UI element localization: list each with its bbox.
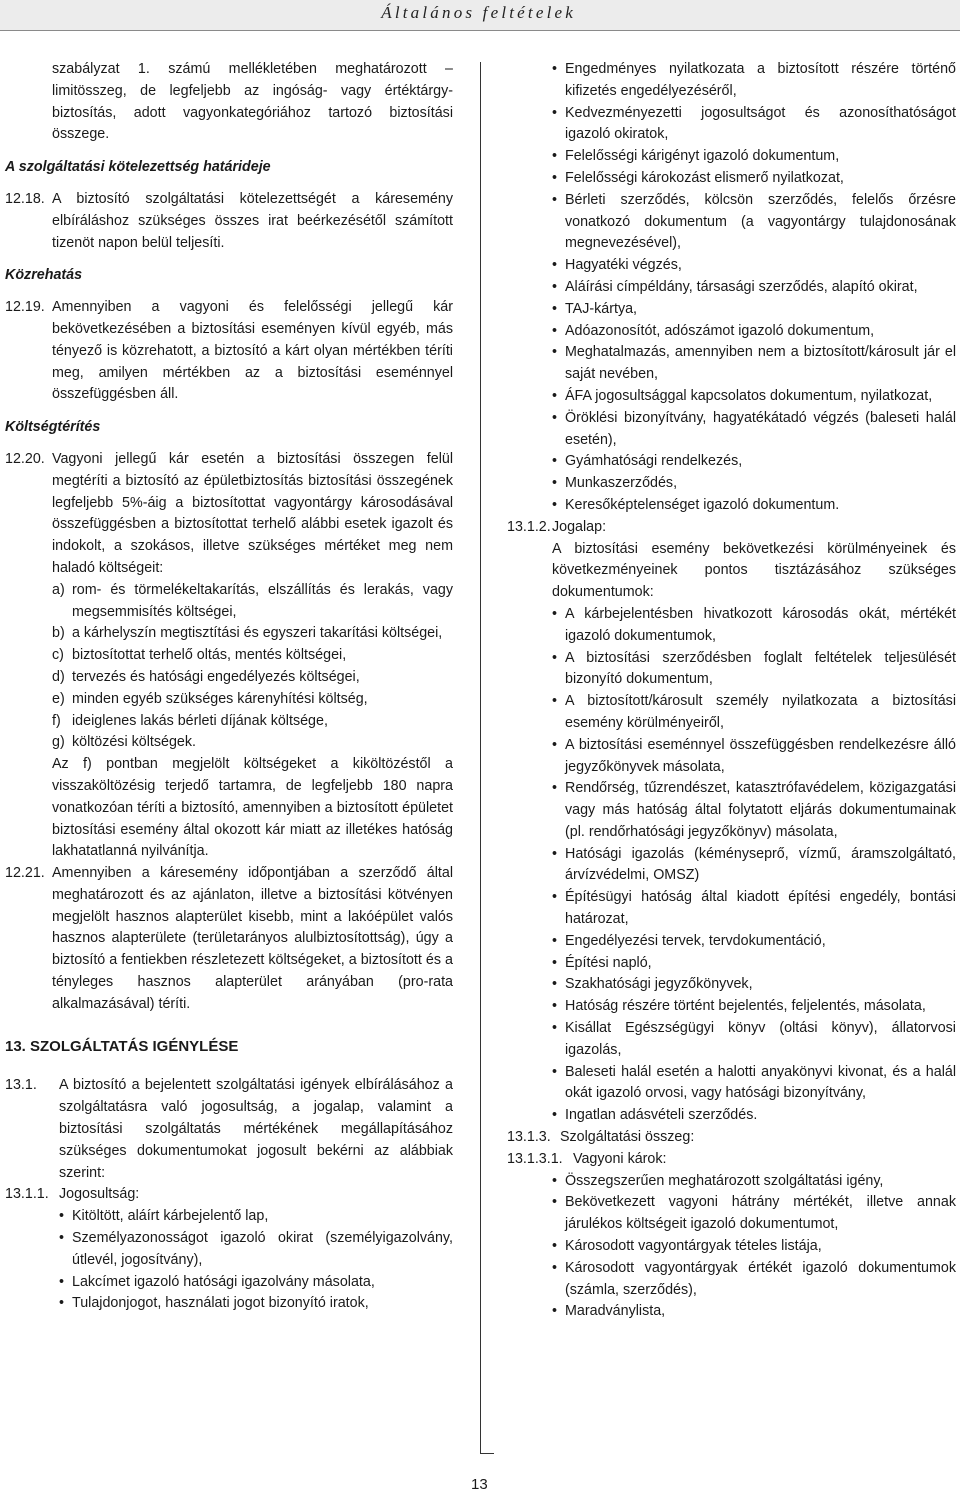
list-item: • Károsodott vagyontárgyak értékét igazoló dokumentumok (számla, szerződés),	[552, 1258, 956, 1302]
list-item: • Rendőrség, tűzrendészet, katasztrófavédelem, közigazgatási vagy más hatóság által folytatott eljárás dokumentumainak (pl. rendőrhatósági jegyzőkönyv) másolata,	[552, 778, 956, 843]
list-item: • ÁFA jogosultsággal kapcsolatos dokumentum, nyilatkozat,	[552, 386, 956, 408]
section-12-20	[5, 449, 453, 863]
list-item: • Felelősségi károkozást elismerő nyilatkozat,	[552, 168, 956, 190]
bullet-icon: •	[552, 322, 558, 339]
list-item: • Szakhatósági jegyzőkönyvek,	[552, 974, 956, 996]
bullet-icon: •	[552, 1063, 558, 1080]
cost-item: a) rom- és törmelékeltakarítás, elszállítás és lerakás, vagy megsemmisítés költségei,	[52, 581, 453, 620]
list-item: • Kisállat Egészségügyi könyv (oltási könyv), állatorvosi igazolás,	[552, 1018, 956, 1062]
list-item: • Hatósági igazolás (kéményseprő, vízmű, áramszolgáltató, árvízvédelmi, OMSZ)	[552, 844, 956, 888]
list-item: • Hagyatéki végzés,	[552, 255, 956, 277]
list-item: • Hatóság részére történt bejelentés, feljelentés, másolata,	[552, 996, 956, 1018]
list-item: • TAJ-kártya,	[552, 299, 956, 321]
list-item: • Ingatlan adásvételi szerződés.	[552, 1105, 956, 1127]
list-item: • A biztosított/károsult személy nyilatkozata a biztosítási esemény körülményeiről,	[552, 691, 956, 735]
section-label: Szolgáltatási összeg:	[560, 1129, 695, 1146]
list-item: • Bekövetkezett vagyoni hátrány mértékét, illetve annak járulékos költségeit igazoló dokumentumot,	[552, 1192, 956, 1236]
cost-item-list	[52, 580, 453, 754]
list-item: • Gyámhatósági rendelkezés,	[552, 451, 956, 473]
section-number: 12.18.	[5, 190, 45, 207]
bullet-icon: •	[552, 148, 558, 165]
section-13-1-3	[507, 1127, 956, 1149]
bullet-icon: •	[552, 61, 558, 77]
bullet-icon: •	[552, 889, 558, 906]
bullet-icon: •	[59, 1230, 65, 1247]
bullet-icon: •	[59, 1208, 65, 1225]
intro-paragraph: szabályzat 1. számú mellékletében meghatározott – limitösszeg, de legfeljebb az ingóság- vagy értéktárgy-biztosítás, adott vagyonkategóriához tartozó biztosítási összege.	[52, 61, 453, 143]
list-item: • Kedvezményezetti jogosultságot és azonosíthatóságot igazoló okiratok,	[552, 103, 956, 147]
bullet-icon: •	[552, 496, 558, 513]
list-item: • Összegszerűen meghatározott szolgáltatási igény,	[552, 1171, 956, 1193]
section-number: 12.20.	[5, 450, 45, 467]
heading-koltsegterites: Költségtérítés	[5, 419, 101, 436]
section-12-19	[5, 297, 453, 406]
bullet-icon: •	[552, 453, 558, 470]
bullet-icon: •	[552, 475, 558, 492]
section-label: Jogalap:	[552, 518, 607, 535]
bullet-icon: •	[552, 932, 558, 949]
list-item: • Öröklési bizonyítvány, hagyatékátadó végzés (baleseti halál esetén),	[552, 408, 956, 452]
bullet-icon: •	[552, 780, 558, 797]
bullet-icon: •	[552, 736, 558, 753]
list-item: • Engedményes nyilatkozata a biztosított részére történő kifizetés engedélyezéséről,	[552, 59, 956, 103]
list-item: • Engedélyezési tervek, tervdokumentáció,	[552, 931, 956, 953]
bullet-icon: •	[552, 1020, 558, 1037]
list-item: • Tulajdonjogot, használati jogot bizonyító iratok,	[59, 1293, 453, 1315]
bullet-icon: •	[552, 169, 558, 186]
bullet-icon: •	[552, 1107, 558, 1124]
section-number: 13.1.2.	[507, 518, 551, 535]
bullet-list-jogalap	[507, 604, 956, 1127]
column-divider-foot	[480, 1453, 494, 1454]
bullet-icon: •	[552, 1194, 558, 1211]
bullet-icon: •	[552, 1259, 558, 1276]
section-number: 12.21.	[5, 865, 45, 882]
list-item: • Lakcímet igazoló hatósági igazolvány másolata,	[59, 1272, 453, 1294]
bullet-icon: •	[552, 693, 558, 710]
section-13-1-3-1	[507, 1149, 956, 1171]
section-13-1-1	[5, 1184, 453, 1206]
cost-item: e) minden egyéb szükséges kárenyhítési költség,	[52, 690, 368, 707]
section-number: 12.19.	[5, 299, 45, 316]
list-item: • Baleseti halál esetén a halotti anyakönyvi kivonat, és a halál okát igazoló orvosi, vagy hatósági bizonyítvány,	[552, 1062, 956, 1106]
bullet-icon: •	[59, 1295, 65, 1312]
cost-item: f) ideiglenes lakás bérleti díjának költsége,	[52, 712, 328, 729]
heading-deadline: A szolgáltatási kötelezettség határideje	[5, 159, 271, 176]
header-rule	[0, 30, 960, 31]
bullet-icon: •	[552, 605, 558, 622]
bullet-icon: •	[552, 845, 558, 862]
section-text: Amennyiben a vagyoni és felelősségi jellegű kár bekövetkezésében a biztosítási eseményen kívül egyéb, más tényező is közrehatott, a biztosító a kárt olyan mértékben téríti meg, amilyen mértékben az a biztosítási eseménnyel összefüggésben áll.	[52, 299, 453, 403]
section-13-1-2	[507, 517, 956, 539]
list-item: • Adóazonosítót, adószámot igazoló dokumentum,	[552, 321, 956, 343]
bullet-icon: •	[552, 1303, 558, 1320]
running-header	[0, 0, 960, 30]
list-item: • Munkaszerződés,	[552, 473, 956, 495]
section-number: 13.1.1.	[5, 1186, 49, 1203]
list-item: • Meghatalmazás, amennyiben nem a biztosított/károsult jár el saját nevében,	[552, 342, 956, 386]
bullet-icon: •	[552, 649, 558, 666]
bullet-icon: •	[552, 976, 558, 993]
bullet-list-jogosultsag	[5, 1206, 453, 1315]
cost-item: c) biztosítottat terhelő oltás, mentés költségei,	[52, 647, 347, 664]
section-number: 13.1.3.1.	[507, 1150, 563, 1167]
section-number: 13.1.	[5, 1077, 37, 1094]
bullet-icon: •	[552, 1238, 558, 1255]
section-text: A biztosító a bejelentett szolgáltatási igények elbírálásához a szolgáltatásra való jogosultság, a jogalap, valamint a biztosítási szolgáltatás mértékének megállapításához szükséges dokumentumokat jogosult bekérni az alábbiak szerint:	[59, 1077, 453, 1181]
list-item: • A kárbejelentésben hivatkozott károsodás okát, mértékét igazoló dokumentumok,	[552, 604, 956, 648]
right-column	[507, 59, 956, 1323]
list-item: • Aláírási címpéldány, társasági szerződés, alapító okirat,	[552, 277, 956, 299]
section-text: A biztosítási esemény bekövetkezési körülményeinek és következményeinek pontos tisztázásához szükséges dokumentumok:	[552, 540, 956, 601]
list-item: • A biztosítási eseménnyel összefüggésben rendelkezésre álló jegyzőkönyvek másolata,	[552, 735, 956, 779]
section-text-after: Az f) pontban megjelölt költségeket a kiköltözéstől a visszaköltözésig terjedő tartamra, de legfeljebb 180 napra vonatkozóan téríti a biztosító, amennyiben a biztosított épületet biztosítási esemény által okozott kár miatt az illetékes hatóság lakhatatlanná nyilvánítja.	[52, 756, 453, 860]
bullet-icon: •	[552, 998, 558, 1015]
bullet-list-vagyoni-karok	[507, 1171, 956, 1324]
bullet-icon: •	[552, 257, 558, 274]
bullet-icon: •	[552, 409, 558, 426]
section-label: Vagyoni károk:	[573, 1150, 667, 1167]
list-item: • Építésügyi hatóság által kiadott építési engedély, bontási határozat,	[552, 887, 956, 931]
cost-item: g) költözési költségek.	[52, 734, 196, 751]
section-text: A biztosító szolgáltatási kötelezettségét a káresemény elbíráláshoz szükséges összes irat beérkezésétől számított tizenöt napon belül teljesíti.	[52, 190, 453, 251]
heading-kozrehatas: Közrehatás	[5, 267, 83, 284]
section-12-18	[5, 189, 453, 254]
list-item: • Felelősségi kárigényt igazoló dokumentum,	[552, 146, 956, 168]
page-number: 13	[471, 1476, 488, 1493]
section-label: Jogosultság:	[59, 1186, 140, 1203]
bullet-list-documents	[507, 59, 956, 517]
left-column	[5, 59, 453, 1315]
list-item: • Építési napló,	[552, 953, 956, 975]
section-number: 13.1.3.	[507, 1129, 551, 1146]
list-item: • Károsodott vagyontárgyak tételes listája,	[552, 1236, 956, 1258]
list-item: • Maradványlista,	[552, 1301, 956, 1323]
bullet-icon: •	[552, 387, 558, 404]
heading-section-13: 13. SZOLGÁLTATÁS IGÉNYLÉSE	[5, 1037, 239, 1055]
bullet-icon: •	[552, 300, 558, 317]
section-13-1	[5, 1075, 453, 1184]
bullet-icon: •	[552, 344, 558, 361]
bullet-icon: •	[552, 104, 558, 121]
list-item: • Személyazonosságot igazoló okirat (személyigazolvány, útlevél, jogosítvány),	[59, 1228, 453, 1272]
section-text: Amennyiben a káresemény időpontjában a szerződő által meghatározott és az ajánlaton, illetve a biztosítási kötvényen megjelölt hasznos alapterület kisebb, mint a lakóépület valós hasznos alapterülete (területarányos alulbiztosítottság), úgy a biztosító a fentiekben részletezett költségeket, a biztosított és a tényleges hasznos alapterület arányában (pro-rata alkalmazásával) téríti.	[52, 865, 453, 1012]
list-item: • Keresőképtelenséget igazoló dokumentum.	[552, 495, 956, 517]
cost-item: b) a kárhelyszín megtisztítási és egyszeri takarítási költségei,	[52, 625, 443, 642]
section-text: Vagyoni jellegű kár esetén a biztosítási összegen felül megtéríti a biztosító az épületbiztosítás biztosítási összegének legfeljebb 5%-áig a biztosítottat vagyontárgy károsodásával összefüggésben a biztosítottat terhelő alábbi esetek igazolt és indokolt, a szokásos, illetve szükséges mértéket meg nem haladó költségeit:	[52, 450, 453, 576]
list-item: • Bérleti szerződés, kölcsön szerződés, felelős őrzésre vonatkozó dokumentum (a vagyontárgy tulajdonosának megnevezésével),	[552, 190, 956, 255]
cost-item: d) tervezés és hatósági engedélyezés költségei,	[52, 668, 360, 685]
bullet-icon: •	[552, 954, 558, 971]
bullet-icon: •	[552, 191, 558, 208]
header-title: Általános feltételek	[381, 3, 576, 22]
bullet-icon: •	[59, 1273, 65, 1290]
section-12-21	[5, 863, 453, 1016]
list-item: • A biztosítási szerződésben foglalt feltételek teljesülését bizonyító dokumentum,	[552, 648, 956, 692]
list-item: • Kitöltött, aláírt kárbejelentő lap,	[59, 1206, 453, 1228]
column-divider	[480, 62, 481, 1454]
bullet-icon: •	[552, 1172, 558, 1189]
bullet-icon: •	[552, 278, 558, 295]
